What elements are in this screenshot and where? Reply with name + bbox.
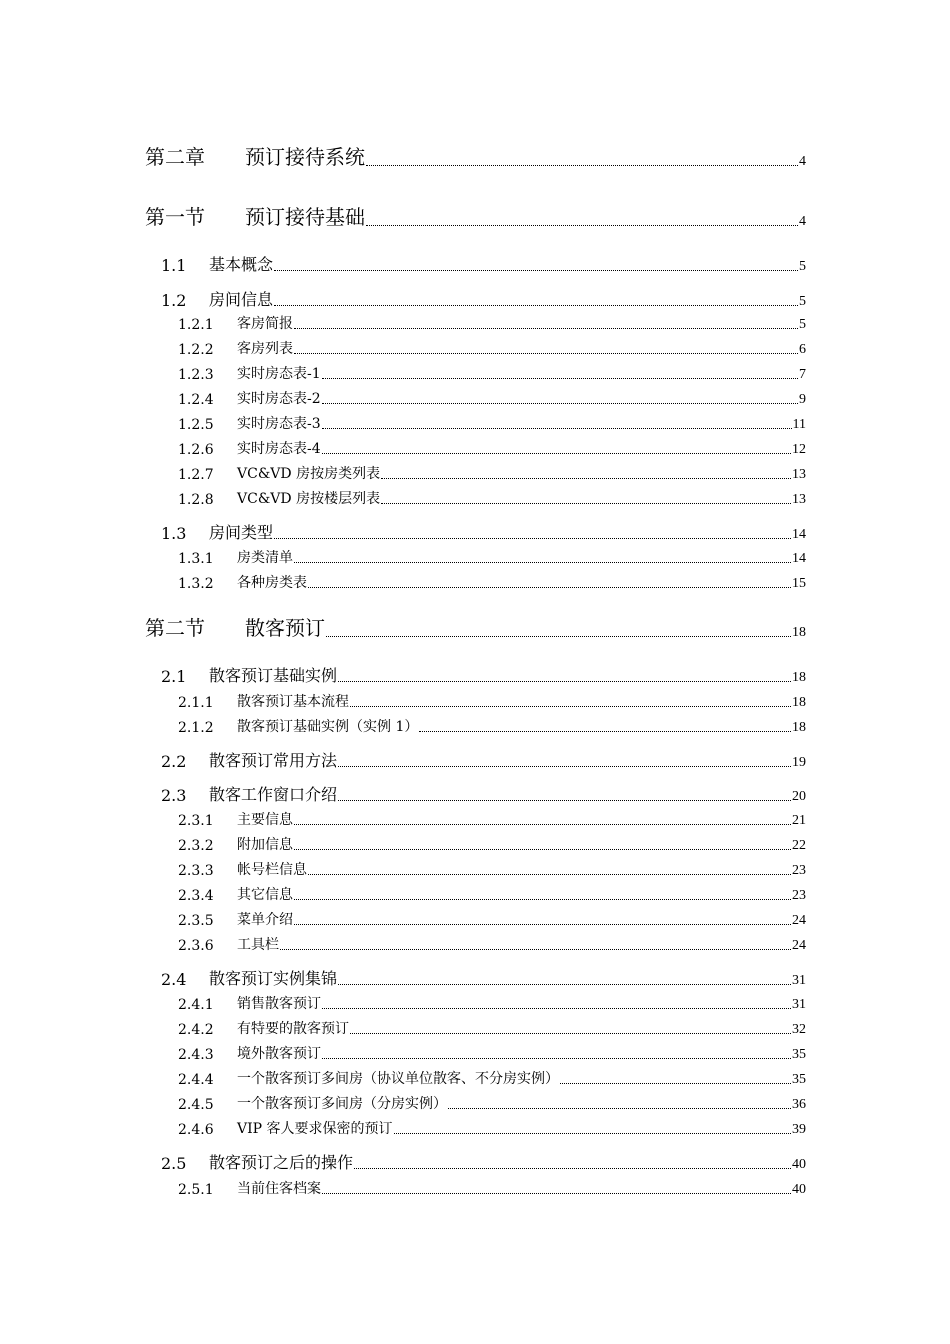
toc-dot-leader <box>419 731 791 732</box>
toc-entry-title: 附加信息 <box>237 837 293 853</box>
toc-entry-number: 1.2.8 <box>178 492 214 508</box>
toc-entry-page-number: 5 <box>799 317 806 332</box>
toc-entry-number: 第二章 <box>145 145 205 169</box>
toc-entry-title: 预订接待基础 <box>245 205 365 229</box>
toc-entry-number: 1.3.1 <box>178 551 214 567</box>
toc-entry-number: 1.2.5 <box>178 417 214 433</box>
toc-entry-number: 第一节 <box>145 205 205 229</box>
toc-dot-leader <box>322 1058 791 1059</box>
toc-entry[interactable] <box>178 413 806 433</box>
toc-entry[interactable] <box>178 338 806 358</box>
toc-dot-leader <box>326 636 791 637</box>
toc-entry-page-number: 19 <box>792 755 806 770</box>
toc-entry[interactable] <box>178 716 806 736</box>
toc-dot-leader <box>294 562 791 563</box>
toc-entry[interactable] <box>178 1093 806 1113</box>
toc-entry[interactable] <box>178 1068 806 1088</box>
toc-entry[interactable] <box>178 691 806 711</box>
toc-dot-leader <box>381 478 791 479</box>
toc-entry-title: 其它信息 <box>237 887 293 903</box>
toc-entry-number: 1.1 <box>161 256 187 275</box>
toc-entry-number: 1.2.2 <box>178 342 214 358</box>
toc-entry-number: 2.4.5 <box>178 1097 214 1113</box>
toc-entry-number: 2.3.2 <box>178 838 214 854</box>
toc-entry-page-number: 13 <box>792 492 806 507</box>
toc-entry[interactable] <box>161 664 806 686</box>
toc-entry-number: 2.4.3 <box>178 1047 214 1063</box>
toc-entry-page-number: 13 <box>792 467 806 482</box>
toc-entry-title: 工具栏 <box>237 937 279 953</box>
toc-entry-page-number: 18 <box>792 695 806 710</box>
toc-entry-page-number: 4 <box>799 214 806 229</box>
toc-entry[interactable] <box>178 488 806 508</box>
toc-entry-page-number: 11 <box>792 417 806 432</box>
toc-dot-leader <box>322 403 798 404</box>
toc-entry-page-number: 12 <box>792 442 806 457</box>
toc-entry-page-number: 15 <box>792 576 806 591</box>
toc-dot-leader <box>294 924 791 925</box>
toc-entry-page-number: 24 <box>792 913 806 928</box>
toc-entry-title: 散客预订基本流程 <box>237 694 349 710</box>
toc-entry[interactable] <box>178 1043 806 1063</box>
toc-entry[interactable] <box>161 749 806 771</box>
toc-entry-page-number: 7 <box>799 367 806 382</box>
toc-entry[interactable] <box>178 909 806 929</box>
toc-entry-number: 2.5.1 <box>178 1182 214 1198</box>
toc-entry-page-number: 14 <box>792 527 806 542</box>
toc-entry[interactable] <box>178 809 806 829</box>
toc-entry[interactable] <box>178 388 806 408</box>
toc-entry-title: 散客预订常用方法 <box>209 751 338 770</box>
toc-entry-page-number: 21 <box>792 813 806 828</box>
toc-entry-number: 2.1 <box>161 667 187 686</box>
toc-entry-number: 2.3.4 <box>178 888 214 904</box>
toc-dot-leader <box>322 378 798 379</box>
toc-entry-page-number: 20 <box>792 789 806 804</box>
toc-entry-page-number: 40 <box>792 1182 806 1197</box>
toc-entry-page-number: 4 <box>799 154 806 169</box>
toc-entry-title: 实时房态表-2 <box>237 391 321 407</box>
toc-entry-page-number: 5 <box>799 294 806 309</box>
toc-dot-leader <box>448 1108 791 1109</box>
toc-entry-number: 1.2.1 <box>178 317 214 333</box>
toc-dot-leader <box>560 1083 791 1084</box>
toc-dot-leader <box>294 328 798 329</box>
toc-entry-number: 1.3.2 <box>178 576 214 592</box>
toc-entry-title: 菜单介绍 <box>237 912 293 928</box>
toc-entry-number: 1.3 <box>161 524 187 543</box>
toc-entry-title: VIP 客人要求保密的预订 <box>237 1121 393 1137</box>
toc-entry[interactable] <box>178 572 806 592</box>
toc-entry-number: 2.1.2 <box>178 720 214 736</box>
toc-entry[interactable] <box>161 288 806 310</box>
toc-entry-page-number: 9 <box>799 392 806 407</box>
toc-entry-number: 2.4.4 <box>178 1072 214 1088</box>
toc-entry-title: 实时房态表-1 <box>237 366 321 382</box>
toc-entry[interactable] <box>178 363 806 383</box>
toc-entry-number: 2.1.1 <box>178 695 214 711</box>
toc-entry-number: 1.2.7 <box>178 467 214 483</box>
toc-entry[interactable] <box>145 613 806 641</box>
toc-entry[interactable] <box>178 1118 806 1138</box>
toc-entry-number: 2.4.2 <box>178 1022 214 1038</box>
toc-dot-leader <box>381 503 791 504</box>
toc-entry-number: 2.3 <box>161 786 187 805</box>
toc-entry-page-number: 35 <box>792 1072 806 1087</box>
toc-entry[interactable] <box>178 884 806 904</box>
toc-entry-number: 2.2 <box>161 752 187 771</box>
toc-entry-page-number: 18 <box>792 720 806 735</box>
toc-entry-page-number: 23 <box>792 863 806 878</box>
toc-entry-number: 1.2.6 <box>178 442 214 458</box>
toc-entry-page-number: 23 <box>792 888 806 903</box>
toc-entry[interactable] <box>178 313 806 333</box>
toc-entry-page-number: 14 <box>792 551 806 566</box>
toc-entry-number: 第二节 <box>145 616 205 640</box>
toc-entry-title: 散客预订之后的操作 <box>209 1153 354 1172</box>
toc-entry-page-number: 31 <box>792 997 806 1012</box>
toc-entry[interactable] <box>178 463 806 483</box>
toc-entry-title: 帐号栏信息 <box>237 862 307 878</box>
toc-entry-title: 有特要的散客预订 <box>237 1021 349 1037</box>
toc-entry-number: 2.3.1 <box>178 813 214 829</box>
toc-entry-page-number: 24 <box>792 938 806 953</box>
toc-entry-page-number: 39 <box>792 1122 806 1137</box>
toc-entry-number: 2.3.5 <box>178 913 214 929</box>
toc-dot-leader <box>366 225 798 226</box>
toc-entry-title: 实时房态表-4 <box>237 441 321 457</box>
toc-entry[interactable] <box>178 1018 806 1038</box>
toc-entry-title: 房间信息 <box>209 290 274 309</box>
toc-entry-title: 当前住客档案 <box>237 1181 321 1197</box>
toc-dot-leader <box>322 1193 791 1194</box>
toc-entry-title: 一个散客预订多间房（分房实例） <box>237 1096 447 1112</box>
toc-entry-number: 2.5 <box>161 1154 187 1173</box>
toc-dot-leader <box>354 1168 791 1169</box>
toc-dot-leader <box>308 874 791 875</box>
toc-dot-leader <box>294 824 791 825</box>
toc-entry[interactable] <box>161 783 806 805</box>
toc-entry-title: 客房列表 <box>237 341 293 357</box>
toc-entry-number: 2.4.6 <box>178 1122 214 1138</box>
toc-entry-number: 2.3.6 <box>178 938 214 954</box>
toc-dot-leader <box>322 453 791 454</box>
toc-entry-number: 2.4 <box>161 970 187 989</box>
toc-entry-title: 散客预订基础实例 <box>209 666 338 685</box>
toc-entry-page-number: 22 <box>792 838 806 853</box>
toc-dot-leader <box>294 899 791 900</box>
toc-dot-leader <box>274 305 798 306</box>
toc-dot-leader <box>322 1008 791 1009</box>
toc-entry[interactable] <box>178 834 806 854</box>
toc-entry[interactable] <box>178 934 806 954</box>
toc-dot-leader <box>280 949 791 950</box>
toc-entry-page-number: 18 <box>792 625 806 640</box>
toc-entry-title: 房类清单 <box>237 550 293 566</box>
toc-entry-page-number: 6 <box>799 342 806 357</box>
toc-entry-title: 散客预订基础实例（实例 1） <box>237 719 419 735</box>
toc-entry[interactable] <box>161 1151 806 1173</box>
toc-entry-title: 散客工作窗口介绍 <box>209 785 338 804</box>
toc-entry-page-number: 36 <box>792 1097 806 1112</box>
toc-entry[interactable] <box>161 521 806 543</box>
toc-entry-title: 房间类型 <box>209 523 274 542</box>
toc-dot-leader <box>338 766 791 767</box>
toc-entry-page-number: 40 <box>792 1157 806 1172</box>
toc-entry-number: 2.4.1 <box>178 997 214 1013</box>
toc-entry-number: 2.3.3 <box>178 863 214 879</box>
toc-dot-leader <box>350 706 791 707</box>
toc-dot-leader <box>322 428 792 429</box>
toc-entry[interactable] <box>178 547 806 567</box>
toc-entry-title: 一个散客预订多间房（协议单位散客、不分房实例） <box>237 1071 559 1087</box>
toc-entry-page-number: 31 <box>792 973 806 988</box>
toc-entry-number: 1.2.4 <box>178 392 214 408</box>
toc-entry[interactable] <box>178 1178 806 1198</box>
toc-dot-leader <box>294 353 798 354</box>
toc-entry[interactable] <box>145 202 806 230</box>
toc-entry-page-number: 18 <box>792 670 806 685</box>
toc-dot-leader <box>274 538 791 539</box>
toc-dot-leader <box>338 681 791 682</box>
toc-entry-page-number: 35 <box>792 1047 806 1062</box>
toc-entry-title: 境外散客预订 <box>237 1046 321 1062</box>
toc-entry-title: 各种房类表 <box>237 575 307 591</box>
toc-entry-title: 基本概念 <box>209 255 274 274</box>
toc-dot-leader <box>338 984 791 985</box>
toc-entry-number: 1.2 <box>161 291 187 310</box>
toc-entry-title: VC&VD 房按楼层列表 <box>237 491 381 507</box>
toc-entry-title: 预订接待系统 <box>245 145 365 169</box>
toc-entry[interactable] <box>178 438 806 458</box>
toc-dot-leader <box>350 1033 791 1034</box>
toc-dot-leader <box>274 270 798 271</box>
toc-entry[interactable] <box>161 253 806 275</box>
toc-entry[interactable] <box>178 993 806 1013</box>
toc-entry-title: 销售散客预订 <box>237 996 321 1012</box>
toc-entry-page-number: 32 <box>792 1022 806 1037</box>
toc-entry-title: VC&VD 房按房类列表 <box>237 466 381 482</box>
toc-dot-leader <box>338 800 791 801</box>
toc-entry-number: 1.2.3 <box>178 367 214 383</box>
toc-entry-title: 散客预订 <box>245 616 325 640</box>
toc-entry-title: 散客预订实例集锦 <box>209 969 338 988</box>
toc-entry[interactable] <box>161 967 806 989</box>
toc-entry[interactable] <box>145 142 806 170</box>
toc-dot-leader <box>366 165 798 166</box>
toc-dot-leader <box>394 1133 791 1134</box>
toc-entry-title: 实时房态表-3 <box>237 416 321 432</box>
toc-entry-page-number: 5 <box>799 259 806 274</box>
toc-dot-leader <box>308 587 791 588</box>
toc-entry[interactable] <box>178 859 806 879</box>
toc-dot-leader <box>294 849 791 850</box>
toc-entry-title: 主要信息 <box>237 812 293 828</box>
toc-entry-title: 客房简报 <box>237 316 293 332</box>
